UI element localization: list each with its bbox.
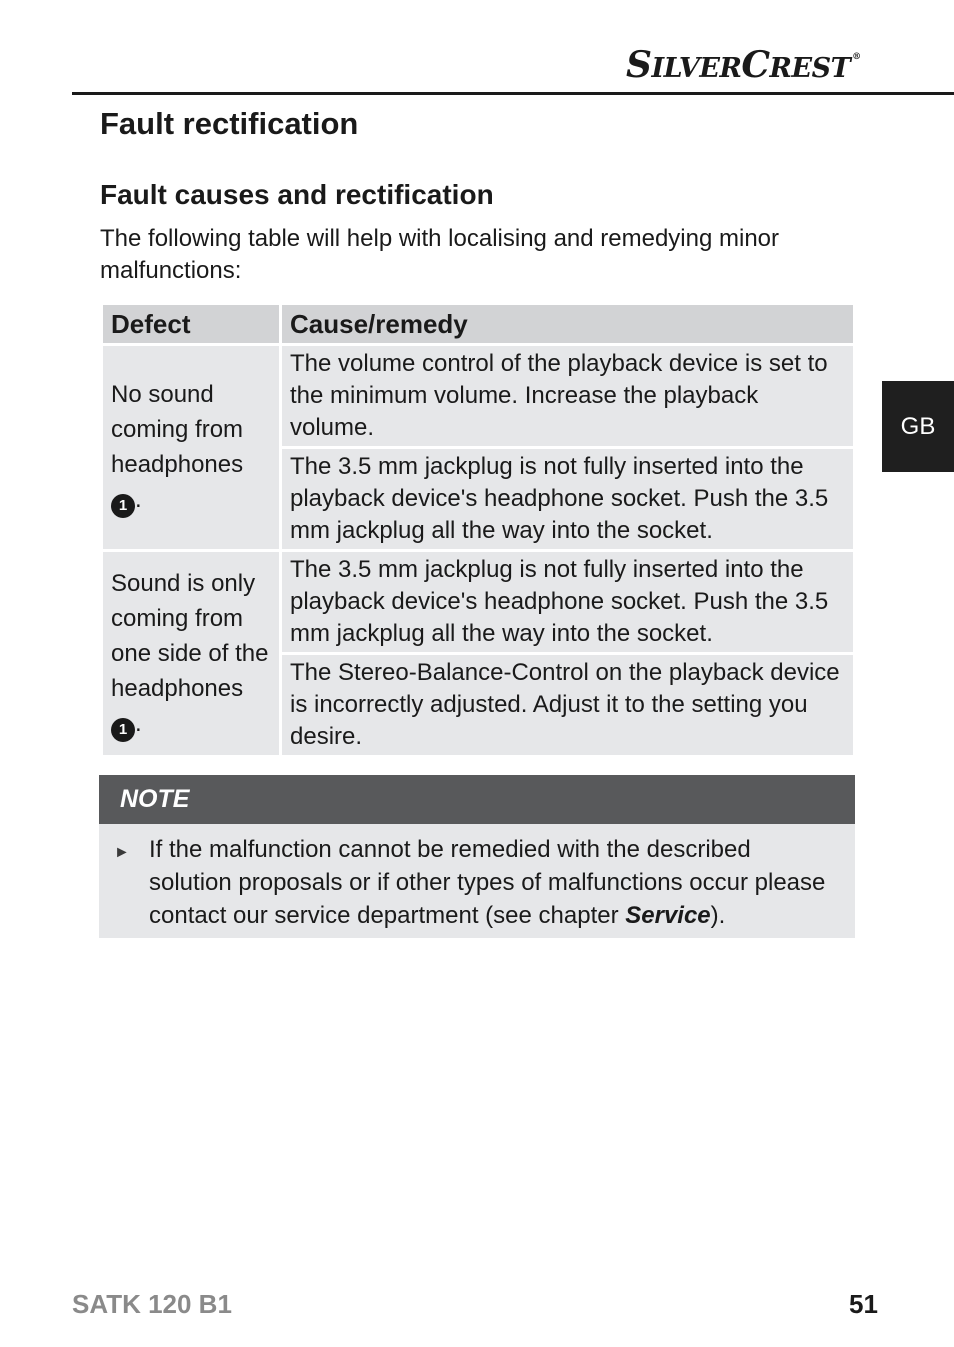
table-row	[103, 552, 853, 652]
page-number: 51	[849, 1289, 878, 1319]
remedy-cell: The Stereo-Balance-Control on the playback device is incorrectly adjusted. Adjust it to the setting you desire.	[282, 655, 853, 755]
table-header-row	[103, 305, 853, 343]
part-number-1-icon: 1	[111, 718, 135, 742]
footer-model: SATK 120 B1	[72, 1289, 232, 1319]
defect-cell: No sound coming from headphones 1 .	[103, 346, 279, 549]
intro-paragraph: The following table will help with localising and remedying minor malfunctions:	[100, 225, 780, 284]
silvercrest-logo: SILVERCREST ®	[626, 44, 861, 86]
defect-cell: Sound is only coming from one side of the headphones 1 .	[103, 552, 279, 755]
service-chapter-reference: Service	[625, 902, 711, 929]
header-rule	[72, 92, 954, 95]
note-box	[99, 775, 855, 938]
bullet-arrow-icon: ►	[114, 844, 130, 861]
language-tab: GB	[882, 381, 954, 472]
section-title: Fault causes and rectification	[100, 179, 494, 210]
column-header-cause: Cause/remedy	[282, 305, 853, 343]
remedy-cell: The 3.5 mm jackplug is not fully inserted into the playback device's headphone socket. Push the 3.5 mm jackplug all the way into the socket.	[282, 449, 853, 549]
table-row	[103, 346, 853, 446]
page-title: Fault rectification	[100, 106, 359, 141]
remedy-cell: The 3.5 mm jackplug is not fully inserted into the playback device's headphone socket. Push the 3.5 mm jackplug all the way into the socket.	[282, 552, 853, 652]
part-number-1-icon: 1	[111, 494, 135, 518]
note-heading: NOTE	[99, 775, 855, 824]
fault-table	[100, 302, 856, 758]
remedy-cell: The volume control of the playback device is set to the minimum volume. Increase the playback volume.	[282, 346, 853, 446]
column-header-defect: Defect	[103, 305, 279, 343]
note-body: ► If the malfunction cannot be remedied with the described solution proposals or if other types of malfunctions occur please contact our service department (see chapter Service).	[114, 836, 826, 929]
